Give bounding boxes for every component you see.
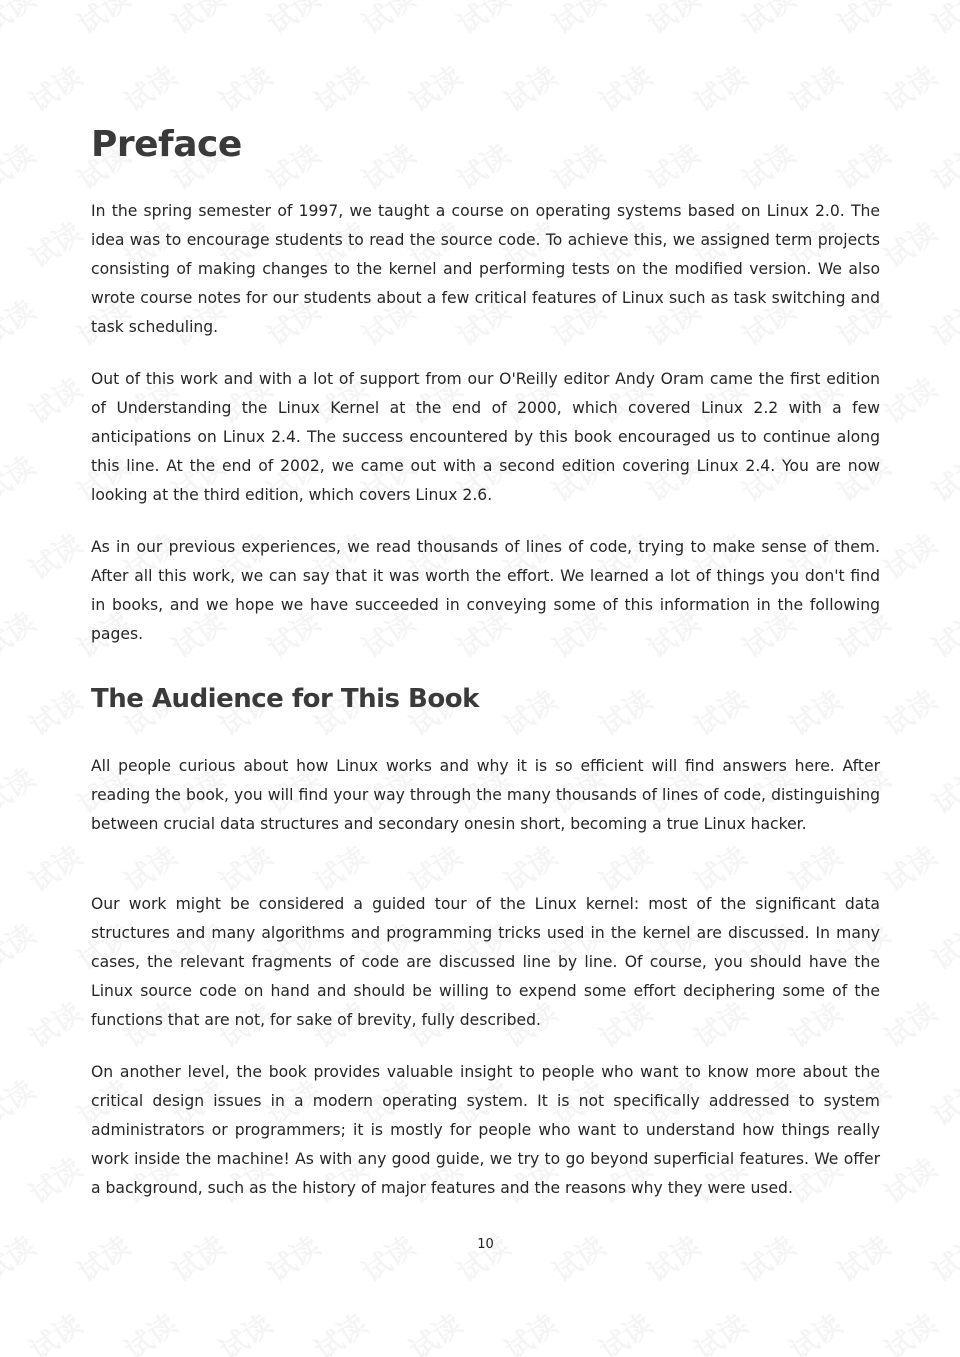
watermark-mark <box>924 290 960 355</box>
watermark-mark <box>211 1304 280 1357</box>
watermark-mark <box>449 134 518 199</box>
watermark-mark <box>924 914 960 979</box>
watermark-mark <box>401 56 470 121</box>
watermark-mark <box>21 212 90 277</box>
watermark-mark <box>876 680 945 745</box>
watermark-mark <box>0 0 42 42</box>
watermark-mark <box>591 1304 660 1357</box>
watermark-mark <box>924 134 960 199</box>
watermark-mark <box>211 56 280 121</box>
watermark-mark <box>449 0 518 42</box>
watermark-mark <box>0 1070 42 1135</box>
watermark-mark <box>829 0 898 42</box>
paragraph-intro-3: As in our previous experiences, we read thousands of lines of code, trying to make sense of them. After all this work, we can say that it was worth the effort. We learned a lot of things you don't find in books, and we hope we have succeeded in conveying some of this information in the following pages. <box>91 538 880 643</box>
watermark-mark <box>21 836 90 901</box>
paragraph-audience-2: Our work might be considered a guided tour of the Linux kernel: most of the significant data structures and many algorithms and programming tricks used in the kernel are discussed. In many cases, the relevant fragments of code are discussed line by line. Of course, you should have the Linux source code on hand and should be willing to expend some effort deciphering some of the functions that are not, for sake of brevity, fully described. <box>91 895 880 1029</box>
watermark-mark <box>544 134 613 199</box>
watermark-mark <box>21 680 90 745</box>
watermark-mark <box>829 134 898 199</box>
watermark-mark <box>924 446 960 511</box>
watermark-mark <box>259 134 328 199</box>
watermark-mark <box>876 368 945 433</box>
watermark-mark <box>924 602 960 667</box>
watermark-mark <box>734 134 803 199</box>
watermark-mark <box>876 1304 945 1357</box>
watermark-mark <box>876 1148 945 1213</box>
page-title: Preface <box>91 124 242 165</box>
watermark-mark <box>0 134 42 199</box>
watermark-mark <box>734 0 803 42</box>
watermark-mark <box>639 134 708 199</box>
watermark-mark <box>69 1226 138 1291</box>
watermark-mark <box>496 680 565 745</box>
watermark-mark <box>21 524 90 589</box>
watermark-mark <box>449 1226 518 1291</box>
watermark-mark <box>876 836 945 901</box>
section-heading-audience: The Audience for This Book <box>91 684 479 714</box>
watermark-mark <box>306 56 375 121</box>
watermark-mark <box>924 0 960 42</box>
watermark-mark <box>69 0 138 42</box>
watermark-mark <box>544 0 613 42</box>
watermark-mark <box>924 1070 960 1135</box>
watermark-mark <box>306 1304 375 1357</box>
watermark-mark <box>164 1226 233 1291</box>
watermark-mark <box>21 992 90 1057</box>
watermark-mark <box>876 212 945 277</box>
watermark-mark <box>401 1304 470 1357</box>
paragraph-intro-1: In the spring semester of 1997, we taught a course on operating systems based on Linux 2.0. The idea was to encourage students to read the source code. To achieve this, we assigned term projects consisting of making changes to the kernel and performing tests on the modified version. We also wrote course notes for our students about a few critical features of Linux such as task switching and task scheduling. <box>91 202 880 336</box>
watermark-mark <box>21 56 90 121</box>
watermark-mark <box>876 524 945 589</box>
watermark-mark <box>639 1226 708 1291</box>
watermark-mark <box>591 680 660 745</box>
watermark-mark <box>354 134 423 199</box>
watermark-mark <box>354 1226 423 1291</box>
watermark-mark <box>876 992 945 1057</box>
watermark-mark <box>116 56 185 121</box>
watermark-mark <box>734 1226 803 1291</box>
watermark-mark <box>781 56 850 121</box>
watermark-mark <box>781 680 850 745</box>
watermark-mark <box>686 680 755 745</box>
watermark-mark <box>876 56 945 121</box>
paragraph-audience-1: All people curious about how Linux works and why it is so efficient will find answers here. After reading the book, you will find your way through the many thousands of lines of code, distinguishing between crucial data structures and secondary onesin short, becoming a true Linux hacker. <box>91 757 880 833</box>
watermark-mark <box>21 1304 90 1357</box>
paragraph-intro-2: Out of this work and with a lot of support from our O'Reilly editor Andy Oram came the first edition of Understanding the Linux Kernel at the end of 2000, which covered Linux 2.2 with a few anticipations on Linux 2.4. The success encountered by this book encouraged us to continue along this line. At the end of 2002, we came out with a second edition covering Linux 2.4. You are now looking at the third edition, which covers Linux 2.6. <box>91 370 880 504</box>
watermark-mark <box>0 1226 42 1291</box>
watermark-mark <box>924 758 960 823</box>
watermark-mark <box>0 446 42 511</box>
watermark-mark <box>639 0 708 42</box>
watermark-mark <box>591 56 660 121</box>
watermark-mark <box>0 914 42 979</box>
watermark-mark <box>686 56 755 121</box>
watermark-mark <box>259 0 328 42</box>
watermark-mark <box>781 1304 850 1357</box>
watermark-mark <box>116 1304 185 1357</box>
watermark-mark <box>496 56 565 121</box>
watermark-mark <box>259 1226 328 1291</box>
watermark-mark <box>496 1304 565 1357</box>
watermark-mark <box>354 0 423 42</box>
page-number: 10 <box>477 1237 494 1252</box>
watermark-mark <box>21 1148 90 1213</box>
watermark-mark <box>0 290 42 355</box>
watermark-mark <box>164 0 233 42</box>
watermark-mark <box>544 1226 613 1291</box>
watermark-mark <box>924 1226 960 1291</box>
watermark-mark <box>829 1226 898 1291</box>
watermark-mark <box>21 368 90 433</box>
paragraph-audience-3: On another level, the book provides valuable insight to people who want to know more about the critical design issues in a modern operating system. It is not specifically addressed to system administrators or programmers; it is mostly for people who want to understand how things really work inside the machine! As with any good guide, we try to go beyond superficial features. We offer a background, such as the history of major features and the reasons why they were used. <box>91 1063 880 1197</box>
watermark-mark <box>0 758 42 823</box>
watermark-mark <box>686 1304 755 1357</box>
watermark-mark <box>0 602 42 667</box>
